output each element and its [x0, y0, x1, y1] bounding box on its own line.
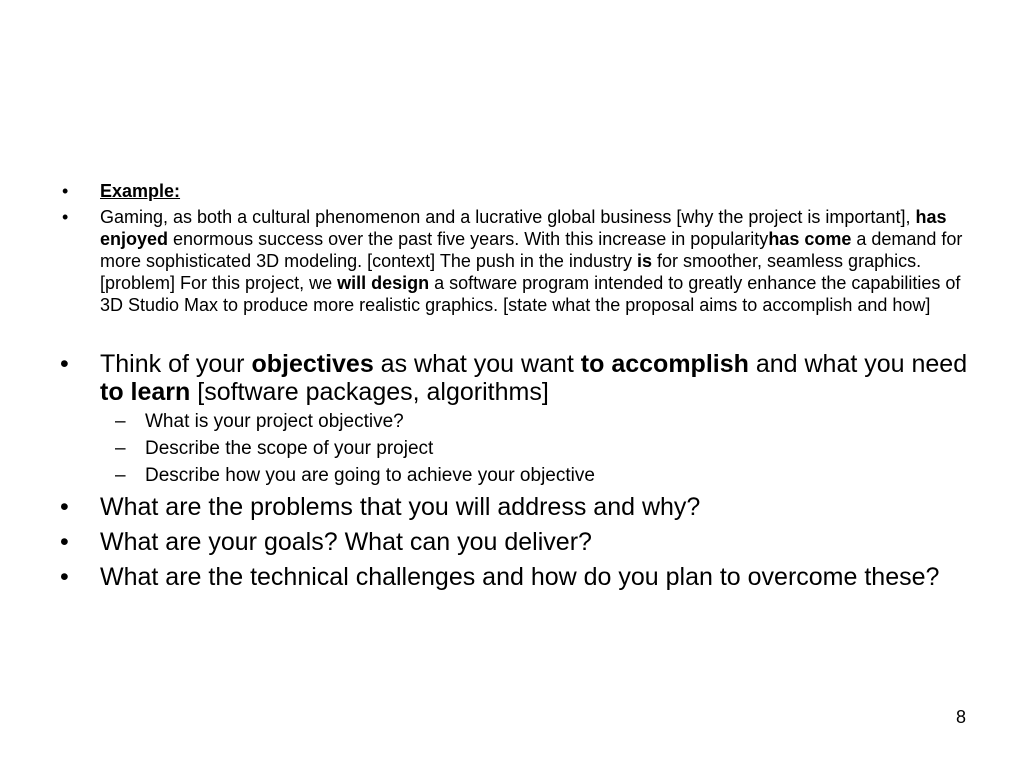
example-paragraph-item — [58, 206, 978, 316]
bold-segment: has come — [768, 229, 852, 249]
text-segment: and what you need — [748, 350, 968, 378]
question-goals — [58, 528, 978, 556]
text-segment: a demand for more sophisticated 3D modeling. [context] The push in the industry — [100, 229, 963, 271]
example-heading: Example: — [100, 181, 181, 201]
sub-item-achieve — [58, 464, 978, 487]
page-number: 8 — [955, 707, 966, 727]
bullet: • — [60, 528, 69, 556]
bold-segment: objectives — [251, 350, 374, 378]
text-segment: enormous success over the past five years. With this increase in popularity — [168, 229, 769, 249]
dash: – — [115, 411, 126, 432]
text-segment: for smoother, seamless graphics. [problem] For this project, we — [100, 251, 922, 293]
bullet: • — [60, 350, 69, 378]
sub-item-objective — [58, 410, 978, 433]
bullet: • — [60, 563, 69, 591]
sub-item-label: What is your project objective? — [145, 411, 404, 432]
text-segment: as what you want — [373, 350, 581, 378]
question-text: What are the technical challenges and how do you plan to overcome these? — [100, 563, 940, 591]
sub-item-label: Describe how you are going to achieve your objective — [145, 465, 595, 486]
text-segment: Gaming, as both a cultural phenomenon and a lucrative global business [why the project is important], — [100, 207, 916, 227]
question-challenges — [58, 563, 978, 591]
bold-segment: to accomplish — [580, 350, 749, 378]
question-text: What are the problems that you will address and why? — [100, 493, 701, 521]
bold-segment: is — [636, 251, 652, 271]
text-segment: [software packages, algorithms] — [190, 378, 549, 406]
text-segment: a software program intended to greatly enhance the capabilities of 3D Studio Max to produce more realistic graphics. [state what the proposal aims to accomplish and how] — [100, 273, 961, 315]
sub-item-scope — [58, 437, 978, 460]
bullet: • — [62, 207, 69, 227]
bold-segment: to learn — [100, 378, 191, 406]
example-heading-item — [58, 180, 978, 202]
bold-segment: will design — [337, 273, 430, 293]
dash: – — [115, 438, 126, 459]
question-text: What are your goals? What can you deliver? — [100, 528, 592, 556]
objectives-text — [100, 350, 967, 406]
bullet-list — [58, 180, 978, 591]
dash: – — [115, 465, 126, 486]
bold-segment: has enjoyed — [100, 207, 947, 249]
bullet: • — [62, 181, 69, 201]
objectives-item — [58, 350, 978, 406]
example-paragraph — [100, 207, 962, 315]
bullet: • — [60, 493, 69, 521]
question-problems — [58, 493, 978, 521]
text-segment: Think of your — [100, 350, 252, 378]
sub-item-label: Describe the scope of your project — [145, 438, 434, 459]
